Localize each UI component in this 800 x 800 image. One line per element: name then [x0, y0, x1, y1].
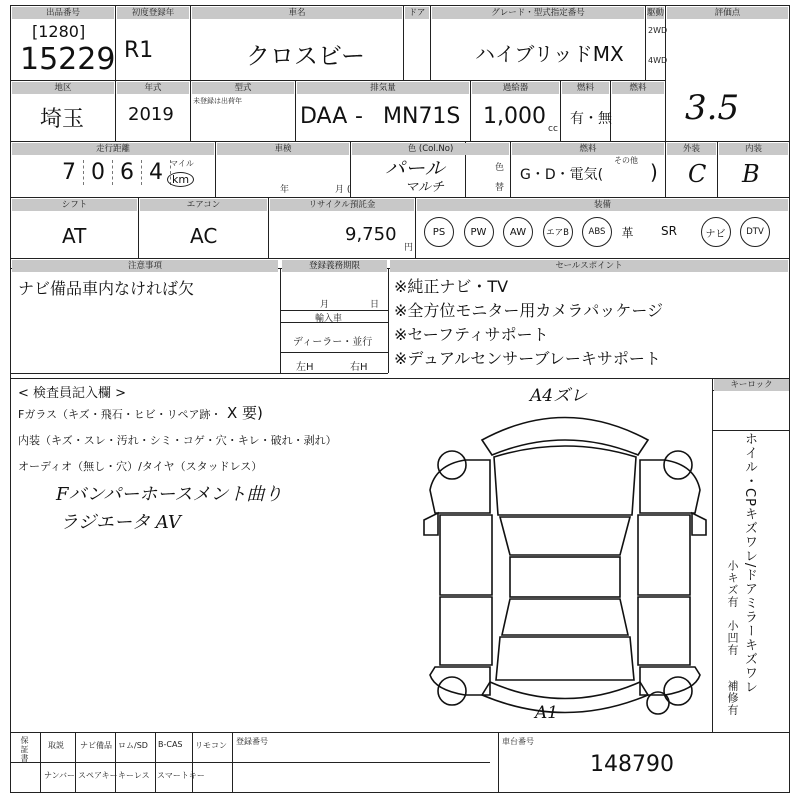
drive-4wd: 4WD: [648, 56, 668, 65]
model-year: 2019: [128, 104, 174, 125]
footer-bcas: B-CAS: [158, 740, 183, 749]
color-label-1: 色: [495, 163, 505, 173]
footer-reg-no: 登録番号: [236, 737, 268, 746]
glass-line: Fガラス（キズ・飛石・ヒビ・リペア跡・: [18, 408, 222, 421]
dealer-parallel: ディーラー・並行: [293, 337, 373, 348]
sales-point: ※全方位モニター用カメラパッケージ: [394, 301, 664, 320]
lot-small-number: [1280]: [32, 22, 86, 41]
recycle-unit: 円: [404, 243, 414, 253]
first-reg-note: 未登録は出荷年: [193, 97, 242, 105]
hand-note-2: ラジエータ AV: [60, 512, 181, 533]
diagram-note-front: A4ズレ: [530, 386, 588, 406]
header-drive: 駆動: [647, 8, 664, 18]
mileage-digit: 0: [84, 160, 113, 185]
equipment-option: エアB: [543, 217, 573, 247]
displacement-unit: cc: [548, 124, 558, 134]
header-shift: シフト: [12, 199, 137, 211]
interior-grade: B: [742, 160, 760, 188]
mileage-digit: 4: [142, 160, 171, 185]
aircon-value: AC: [190, 224, 218, 248]
inspection-month: 月 (: [335, 185, 351, 195]
equipment-option: AW: [503, 217, 533, 247]
side-note-vertical: ホイル・CPキズワレ/ドアミラーキズワレ: [742, 432, 757, 695]
import-car-label: 輸入車: [315, 314, 343, 324]
footer-rom: ロム/SD: [118, 741, 148, 750]
header-inspection: 車検: [217, 143, 349, 155]
header-fuel: 燃料: [562, 82, 609, 94]
header-exterior: 外装: [667, 143, 716, 155]
fuel-type: G・D・電気(: [520, 167, 604, 183]
header-interior: 内装: [719, 143, 788, 155]
score-value: 3.5: [685, 88, 740, 128]
header-reg-year: 初度登録年: [117, 7, 189, 19]
footer-smart: スマートキー: [157, 771, 205, 780]
footer-plate: ナンバー: [44, 771, 76, 780]
header-equipment: 装備: [417, 199, 788, 211]
header-mileage: 走行距離: [12, 143, 214, 155]
header-color: 色 (Col.No): [352, 143, 509, 155]
inspection-year: 年: [280, 185, 290, 195]
registration-day: 日: [370, 300, 380, 310]
sales-point: ※純正ナビ・TV: [394, 277, 509, 296]
header-turbo: 過給器: [472, 82, 559, 94]
right-hand: 右H: [350, 362, 368, 373]
hand-note-1: Fバンパーホースメント曲り: [56, 484, 283, 505]
audio-tire-line: オーディオ（無し・穴）/タイヤ（スタッドレス）: [18, 460, 263, 473]
header-grade: グレード・型式指定番号: [432, 7, 644, 19]
recycle-value: 9,750: [345, 224, 397, 245]
equipment-option: ナビ: [701, 217, 731, 247]
header-model-code: 型式: [192, 82, 294, 94]
interior-line: 内装（キズ・スレ・汚れ・シミ・コゲ・穴・キレ・破れ・剥れ）: [18, 434, 337, 447]
header-door: ドア: [405, 7, 429, 19]
chassis-number: 148790: [590, 752, 674, 777]
exterior-grade: C: [688, 160, 707, 188]
header-aircon: エアコン: [140, 199, 267, 211]
mileage-digits: [55, 160, 171, 185]
footer-keyless: キーレス: [118, 771, 150, 780]
model-code: MN71S: [383, 104, 461, 129]
model-code-dash: -: [355, 104, 363, 129]
footer-spare: スペアキー: [78, 771, 118, 780]
color-name: パール: [385, 156, 445, 180]
notes-line-1: ナビ備品車内なければ欠: [18, 279, 195, 298]
reg-year: R1: [124, 38, 154, 63]
car-name: クロスビー: [246, 42, 366, 70]
lot-number: 15229: [20, 42, 116, 77]
equipment-option: DTV: [740, 217, 770, 247]
header-score: 評価点: [667, 7, 788, 19]
header-registration: 登録義務期限: [282, 260, 387, 272]
inspector-heading: < 検査員記入欄 >: [18, 386, 127, 401]
footer-chassis-label: 車台番号: [502, 737, 534, 746]
mileage-unit-mile: マイル: [170, 159, 194, 168]
shift-value: AT: [62, 224, 87, 248]
left-hand: 左H: [296, 362, 314, 373]
header-venue-no: 出品番号: [12, 7, 114, 19]
equipment-option: ABS: [582, 217, 612, 247]
side-note-dent: 小凹有: [726, 620, 739, 656]
header-car-name: 車名: [192, 7, 402, 19]
displacement: 1,000: [483, 104, 546, 129]
car-damage-diagram: [420, 395, 710, 730]
drive-2wd: 2WD: [648, 26, 668, 35]
fuel-other: その他: [614, 156, 638, 165]
fuel-close: ): [650, 160, 658, 184]
diagram-note-rear: A1: [535, 703, 559, 723]
region: 埼玉: [40, 107, 85, 132]
registration-month: 月: [320, 300, 330, 310]
footer-remote: リモコン: [195, 741, 227, 750]
turbo: 有・無: [570, 111, 612, 127]
color-sub: マルチ: [405, 180, 445, 195]
equipment-option: PW: [464, 217, 494, 247]
header-model-year: 年式: [117, 82, 189, 94]
color-label-2: 替: [495, 183, 505, 193]
side-note-scratch: 小キズ有: [726, 560, 739, 608]
equipment-option: PS: [424, 217, 454, 247]
footer-manual: 取説: [48, 741, 64, 750]
footer-navi-parts: ナビ備品: [80, 741, 112, 750]
header-key-lock: キーロック: [714, 379, 789, 391]
header-fuel-2: 燃料: [612, 82, 664, 94]
sales-point: ※デュアルセンサーブレーキサポート: [394, 349, 661, 368]
equipment-option: 革: [621, 226, 634, 240]
side-note-repaired: 補修有: [726, 680, 739, 716]
glass-x-required: X 要): [227, 404, 263, 422]
mileage-digit: 6: [113, 160, 142, 185]
model-code-prefix: DAA: [300, 104, 348, 129]
header-sales-points: セールスポイント: [390, 260, 788, 272]
mileage-unit-km: km: [167, 172, 194, 187]
footer-service-book: 保証書: [20, 736, 29, 763]
header-fuel-3: 燃料: [512, 143, 664, 155]
grade: ハイブリッドMX: [475, 42, 624, 66]
header-region: 地区: [12, 82, 114, 94]
header-notes: 注意事項: [12, 260, 278, 272]
header-recycle: リサイクル預託金: [270, 199, 414, 211]
sales-point: ※セーフティサポート: [394, 325, 549, 344]
header-displacement: 排気量: [297, 82, 469, 94]
equipment-option: SR: [661, 224, 677, 238]
mileage-digit: 7: [55, 160, 84, 185]
